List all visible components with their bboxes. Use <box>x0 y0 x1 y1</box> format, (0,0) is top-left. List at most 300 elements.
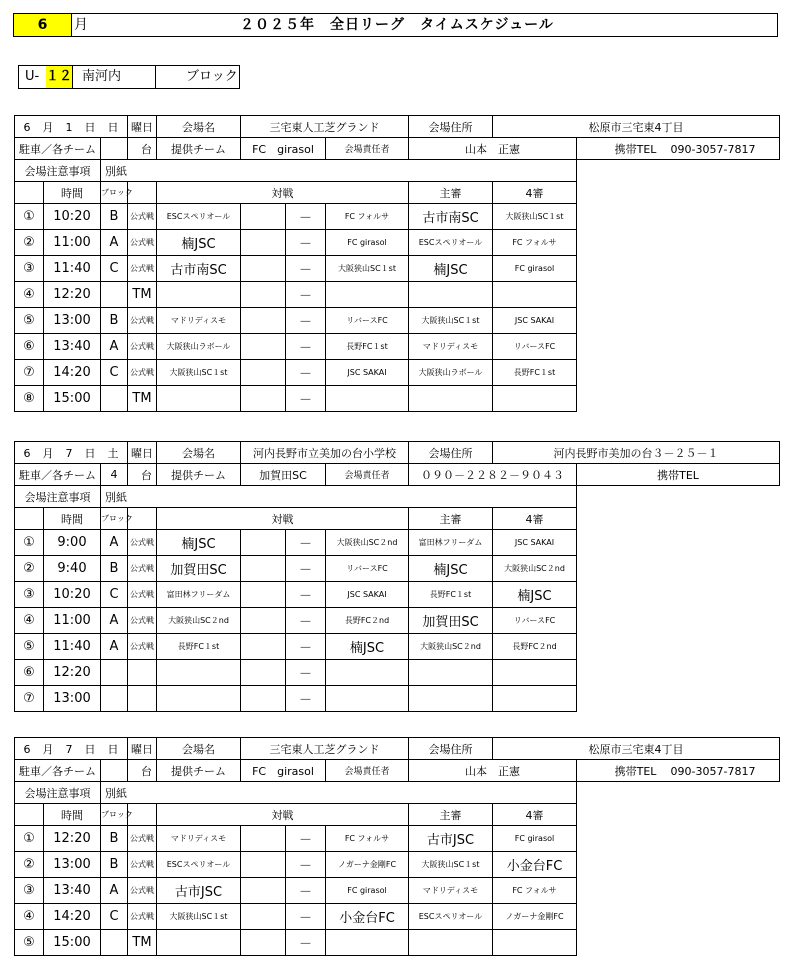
phone-cell <box>577 760 780 782</box>
match-time: 13:40 <box>44 878 101 904</box>
provider-label: 提供チーム <box>157 138 241 160</box>
home-score <box>241 282 286 308</box>
block-header: ブロック <box>101 804 128 826</box>
category-age: １２ <box>46 66 72 88</box>
match-header: 対戦 <box>157 804 409 826</box>
home-score <box>241 334 286 360</box>
cars-label: 台 <box>128 760 157 782</box>
no-header <box>15 182 44 204</box>
block-header: ブロック <box>101 182 128 204</box>
match-kind: 公式戦 <box>128 826 157 852</box>
venue-name: 河内長野市立美加の台小学校 <box>241 442 409 464</box>
home-team <box>157 930 241 956</box>
match-block: B <box>101 826 128 852</box>
notes-label: 会場注意事項 <box>15 486 101 508</box>
vs-mark: － <box>286 904 326 930</box>
away-team: JSC SAKAI <box>326 360 409 386</box>
referee <box>409 282 493 308</box>
away-team <box>326 660 409 686</box>
date-day: 1 <box>65 120 73 134</box>
referee: 長野FC１st <box>409 582 493 608</box>
home-score <box>241 556 286 582</box>
home-score <box>241 608 286 634</box>
match-kind: 公式戦 <box>128 308 157 334</box>
match-row <box>15 634 780 660</box>
category-divider <box>72 66 73 88</box>
fourth-official: 長野FC１st <box>493 360 577 386</box>
home-score <box>241 582 286 608</box>
referee: 大阪狭山SC１st <box>409 308 493 334</box>
away-team: 大阪狭山SC１st <box>326 256 409 282</box>
fourth-official: 長野FC２nd <box>493 634 577 660</box>
match-row <box>15 334 780 360</box>
home-team <box>157 686 241 712</box>
blank <box>577 660 780 686</box>
month-number: 6 <box>14 14 72 36</box>
away-team: 長野FC２nd <box>326 608 409 634</box>
time-header: 時間 <box>44 804 101 826</box>
time-header: 時間 <box>44 182 101 204</box>
away-team: FC フォルサ <box>326 204 409 230</box>
vs-mark: － <box>286 360 326 386</box>
phone-number: 090-3057-7817 <box>670 142 756 156</box>
match-row <box>15 582 780 608</box>
referee: ESCスペリオール <box>409 904 493 930</box>
referee <box>409 686 493 712</box>
fourth-official: 大阪狭山SC２nd <box>493 556 577 582</box>
blank <box>577 508 780 530</box>
no-header <box>15 804 44 826</box>
date-wd: 日 <box>107 742 119 756</box>
match-block: C <box>101 904 128 930</box>
fourth-official: JSC SAKAI <box>493 308 577 334</box>
parking-label: 駐車／各チーム <box>15 464 101 486</box>
blank <box>577 556 780 582</box>
vs-mark: － <box>286 660 326 686</box>
referee: 大阪狭山SC１st <box>409 852 493 878</box>
manager-label: 会場責任者 <box>326 138 409 160</box>
match-number: ① <box>15 204 44 230</box>
away-team: 大阪狭山SC２nd <box>326 530 409 556</box>
date-cell <box>15 116 128 138</box>
match-kind: TM <box>128 930 157 956</box>
blank <box>577 386 780 412</box>
fourth-official: リバースFC <box>493 334 577 360</box>
match-number: ④ <box>15 282 44 308</box>
home-score <box>241 230 286 256</box>
blank <box>577 182 780 204</box>
fourth-official <box>493 282 577 308</box>
match-time: 14:20 <box>44 360 101 386</box>
category-block: ブロック <box>186 69 238 84</box>
venue-manager: 山本 正憲 <box>409 138 577 160</box>
match-time: 13:00 <box>44 686 101 712</box>
match-kind: TM <box>128 282 157 308</box>
match-row <box>15 530 780 556</box>
home-score <box>241 634 286 660</box>
match-block: C <box>101 360 128 386</box>
home-team: 大阪狭山SC１st <box>157 904 241 930</box>
address-label: 会場住所 <box>409 738 493 760</box>
phone-label: 携帯TEL <box>614 764 657 778</box>
schedule-table <box>14 115 780 412</box>
venue-notes: 別紙 <box>101 782 577 804</box>
fourth-official: JSC SAKAI <box>493 530 577 556</box>
match-time: 9:40 <box>44 556 101 582</box>
category-area: 南河内 <box>82 69 122 84</box>
home-team: 古市南SC <box>157 256 241 282</box>
match-block: B <box>101 204 128 230</box>
match-time: 11:00 <box>44 608 101 634</box>
date-ld: 日 <box>84 446 96 460</box>
blank <box>577 256 780 282</box>
blank <box>577 878 780 904</box>
match-row <box>15 852 780 878</box>
match-row <box>15 360 780 386</box>
referee: マドリディスモ <box>409 878 493 904</box>
referee <box>409 386 493 412</box>
provider-team: FC girasol <box>241 760 326 782</box>
referee: ESCスペリオール <box>409 230 493 256</box>
referee: 楠JSC <box>409 556 493 582</box>
referee <box>409 930 493 956</box>
match-block: A <box>101 608 128 634</box>
blank <box>577 204 780 230</box>
venue-name: 三宅東人工芝グランド <box>241 116 409 138</box>
match-block <box>101 660 128 686</box>
home-team <box>157 282 241 308</box>
match-time: 10:20 <box>44 204 101 230</box>
home-team: マドリディスモ <box>157 308 241 334</box>
match-time: 11:40 <box>44 634 101 660</box>
match-block: A <box>101 230 128 256</box>
match-time: 15:00 <box>44 930 101 956</box>
match-number: ③ <box>15 256 44 282</box>
match-time: 15:00 <box>44 386 101 412</box>
blank <box>577 308 780 334</box>
match-kind: TM <box>128 386 157 412</box>
match-time: 13:00 <box>44 852 101 878</box>
date-day: 7 <box>65 446 73 460</box>
blank <box>577 804 780 826</box>
match-time: 12:20 <box>44 282 101 308</box>
date-day: 7 <box>65 742 73 756</box>
manager-label: 会場責任者 <box>326 464 409 486</box>
match-time: 9:00 <box>44 530 101 556</box>
home-score <box>241 360 286 386</box>
match-number: ⑤ <box>15 930 44 956</box>
match-kind: 公式戦 <box>128 530 157 556</box>
match-time: 12:20 <box>44 826 101 852</box>
venue-address: 松原市三宅東4丁目 <box>493 116 780 138</box>
match-kind: 公式戦 <box>128 904 157 930</box>
cars-label: 台 <box>128 464 157 486</box>
parking-count: 4 <box>101 464 128 486</box>
fourth-official: FC フォルサ <box>493 230 577 256</box>
match-row <box>15 282 780 308</box>
blank <box>577 686 780 712</box>
address-label: 会場住所 <box>409 116 493 138</box>
match-kind: 公式戦 <box>128 582 157 608</box>
fourth-official: FC フォルサ <box>493 878 577 904</box>
vs-mark: － <box>286 686 326 712</box>
match-row <box>15 608 780 634</box>
vs-mark: － <box>286 230 326 256</box>
match-number: ① <box>15 826 44 852</box>
match-block: A <box>101 334 128 360</box>
date-lm: 月 <box>42 446 54 460</box>
venue-notes: 別紙 <box>101 486 577 508</box>
away-team: 長野FC１st <box>326 334 409 360</box>
date-wd: 日 <box>107 120 119 134</box>
blank <box>577 930 780 956</box>
match-row <box>15 660 780 686</box>
fourth-header: 4審 <box>493 804 577 826</box>
fourth-official <box>493 930 577 956</box>
match-block <box>101 386 128 412</box>
referee: 大阪狭山SC２nd <box>409 634 493 660</box>
vs-mark: － <box>286 852 326 878</box>
home-team: 加賀田SC <box>157 556 241 582</box>
match-number: ③ <box>15 582 44 608</box>
date-ld: 日 <box>84 120 96 134</box>
no-header <box>15 508 44 530</box>
home-score <box>241 878 286 904</box>
fourth-official <box>493 686 577 712</box>
match-block: A <box>101 878 128 904</box>
date-wd: 土 <box>107 446 119 460</box>
away-team: 小金台FC <box>326 904 409 930</box>
match-block <box>101 686 128 712</box>
away-team: FC girasol <box>326 878 409 904</box>
match-block: B <box>101 852 128 878</box>
home-score <box>241 852 286 878</box>
blank <box>577 582 780 608</box>
category-prefix: U- <box>25 69 40 84</box>
date-month: 6 <box>23 120 31 134</box>
fourth-header: 4審 <box>493 508 577 530</box>
page-title: ２０２５年 全日リーグ タイムスケジュール <box>240 17 554 33</box>
home-team <box>157 386 241 412</box>
fourth-official <box>493 386 577 412</box>
away-team <box>326 282 409 308</box>
schedule-table <box>14 441 780 712</box>
vs-mark: － <box>286 282 326 308</box>
match-number: ① <box>15 530 44 556</box>
match-row <box>15 256 780 282</box>
vs-mark: － <box>286 556 326 582</box>
match-row <box>15 556 780 582</box>
home-score <box>241 386 286 412</box>
away-team <box>326 386 409 412</box>
match-row <box>15 826 780 852</box>
referee: 大阪狭山ラボール <box>409 360 493 386</box>
blank <box>577 530 780 556</box>
home-score <box>241 686 286 712</box>
provider-team: 加賀田SC <box>241 464 326 486</box>
notes-label: 会場注意事項 <box>15 160 101 182</box>
match-kind: 公式戦 <box>128 360 157 386</box>
away-team: リバースFC <box>326 308 409 334</box>
match-number: ④ <box>15 904 44 930</box>
away-team: FC フォルサ <box>326 826 409 852</box>
away-team: FC girasol <box>326 230 409 256</box>
month-label: 月 <box>74 17 88 33</box>
time-header: 時間 <box>44 508 101 530</box>
match-number: ③ <box>15 878 44 904</box>
vs-mark: － <box>286 608 326 634</box>
match-block: C <box>101 582 128 608</box>
vs-mark: － <box>286 308 326 334</box>
home-team: 大阪狭山ラボール <box>157 334 241 360</box>
home-team: 古市JSC <box>157 878 241 904</box>
match-block: A <box>101 634 128 660</box>
vs-mark: － <box>286 256 326 282</box>
venue-name: 三宅東人工芝グランド <box>241 738 409 760</box>
match-time: 13:00 <box>44 308 101 334</box>
vs-mark: － <box>286 204 326 230</box>
date-ld: 日 <box>84 742 96 756</box>
phone-cell <box>577 464 780 486</box>
date-lm: 月 <box>42 742 54 756</box>
blank <box>577 904 780 930</box>
venue-notes: 別紙 <box>101 160 577 182</box>
match-row <box>15 686 780 712</box>
date-month: 6 <box>23 742 31 756</box>
vs-mark: － <box>286 334 326 360</box>
away-team <box>326 686 409 712</box>
match-kind: 公式戦 <box>128 334 157 360</box>
block-header: ブロック <box>101 508 128 530</box>
vs-mark: － <box>286 530 326 556</box>
fourth-header: 4審 <box>493 182 577 204</box>
match-block: B <box>101 308 128 334</box>
blank <box>577 634 780 660</box>
venue-label: 会場名 <box>157 116 241 138</box>
match-kind: 公式戦 <box>128 556 157 582</box>
match-header: 対戦 <box>157 182 409 204</box>
date-cell <box>15 738 128 760</box>
blank <box>577 486 780 508</box>
referee-header: 主審 <box>409 804 493 826</box>
home-team <box>157 660 241 686</box>
match-kind: 公式戦 <box>128 852 157 878</box>
vs-mark: － <box>286 634 326 660</box>
match-row <box>15 904 780 930</box>
match-kind: 公式戦 <box>128 608 157 634</box>
blank <box>577 852 780 878</box>
away-team: リバースFC <box>326 556 409 582</box>
vs-mark: － <box>286 826 326 852</box>
home-score <box>241 308 286 334</box>
weekday-label: 曜日 <box>128 738 157 760</box>
address-label: 会場住所 <box>409 442 493 464</box>
fourth-official: 小金台FC <box>493 852 577 878</box>
blank <box>577 334 780 360</box>
match-time: 10:20 <box>44 582 101 608</box>
fourth-official: FC girasol <box>493 256 577 282</box>
match-time: 11:00 <box>44 230 101 256</box>
home-score <box>241 530 286 556</box>
parking-label: 駐車／各チーム <box>15 138 101 160</box>
home-score <box>241 826 286 852</box>
weekday-label: 曜日 <box>128 116 157 138</box>
home-score <box>241 204 286 230</box>
referee: マドリディスモ <box>409 334 493 360</box>
match-kind: 公式戦 <box>128 634 157 660</box>
category-divider <box>155 66 156 88</box>
referee: 古市JSC <box>409 826 493 852</box>
fourth-official: リバースFC <box>493 608 577 634</box>
parking-count <box>101 760 128 782</box>
home-team: ESCスペリオール <box>157 204 241 230</box>
match-block <box>101 282 128 308</box>
match-number: ⑥ <box>15 660 44 686</box>
venue-label: 会場名 <box>157 738 241 760</box>
match-time: 12:20 <box>44 660 101 686</box>
fourth-official: 大阪狭山SC１st <box>493 204 577 230</box>
phone-cell <box>577 138 780 160</box>
match-number: ④ <box>15 608 44 634</box>
match-block: C <box>101 256 128 282</box>
match-number: ⑦ <box>15 360 44 386</box>
home-team: マドリディスモ <box>157 826 241 852</box>
match-kind: 公式戦 <box>128 204 157 230</box>
match-kind: 公式戦 <box>128 878 157 904</box>
match-row <box>15 878 780 904</box>
phone-label: 携帯TEL <box>614 142 657 156</box>
referee <box>409 660 493 686</box>
match-row <box>15 230 780 256</box>
referee: 加賀田SC <box>409 608 493 634</box>
weekday-label: 曜日 <box>128 442 157 464</box>
referee-header: 主審 <box>409 508 493 530</box>
match-number: ② <box>15 230 44 256</box>
parking-label: 駐車／各チーム <box>15 760 101 782</box>
venue-label: 会場名 <box>157 442 241 464</box>
date-month: 6 <box>23 446 31 460</box>
venue-manager: ０９０－２２８２－９０４３ <box>409 464 577 486</box>
match-kind: 公式戦 <box>128 230 157 256</box>
provider-label: 提供チーム <box>157 760 241 782</box>
referee: 古市南SC <box>409 204 493 230</box>
manager-label: 会場責任者 <box>326 760 409 782</box>
blank <box>577 160 780 182</box>
away-team <box>326 930 409 956</box>
blank <box>577 826 780 852</box>
home-team: 富田林フリーダム <box>157 582 241 608</box>
blank <box>577 608 780 634</box>
home-team: 大阪狭山SC１st <box>157 360 241 386</box>
match-kind <box>128 660 157 686</box>
phone-label: 携帯TEL <box>657 468 699 482</box>
vs-mark: － <box>286 582 326 608</box>
blank <box>577 360 780 386</box>
schedule-table <box>14 737 780 956</box>
venue-manager: 山本 正憲 <box>409 760 577 782</box>
match-number: ② <box>15 556 44 582</box>
fourth-official: FC girasol <box>493 826 577 852</box>
home-score <box>241 660 286 686</box>
match-row <box>15 308 780 334</box>
blank <box>577 230 780 256</box>
home-score <box>241 930 286 956</box>
parking-count <box>101 138 128 160</box>
away-team: ノガーナ金剛FC <box>326 852 409 878</box>
home-team: 楠JSC <box>157 230 241 256</box>
vs-mark: － <box>286 386 326 412</box>
match-number: ⑤ <box>15 308 44 334</box>
